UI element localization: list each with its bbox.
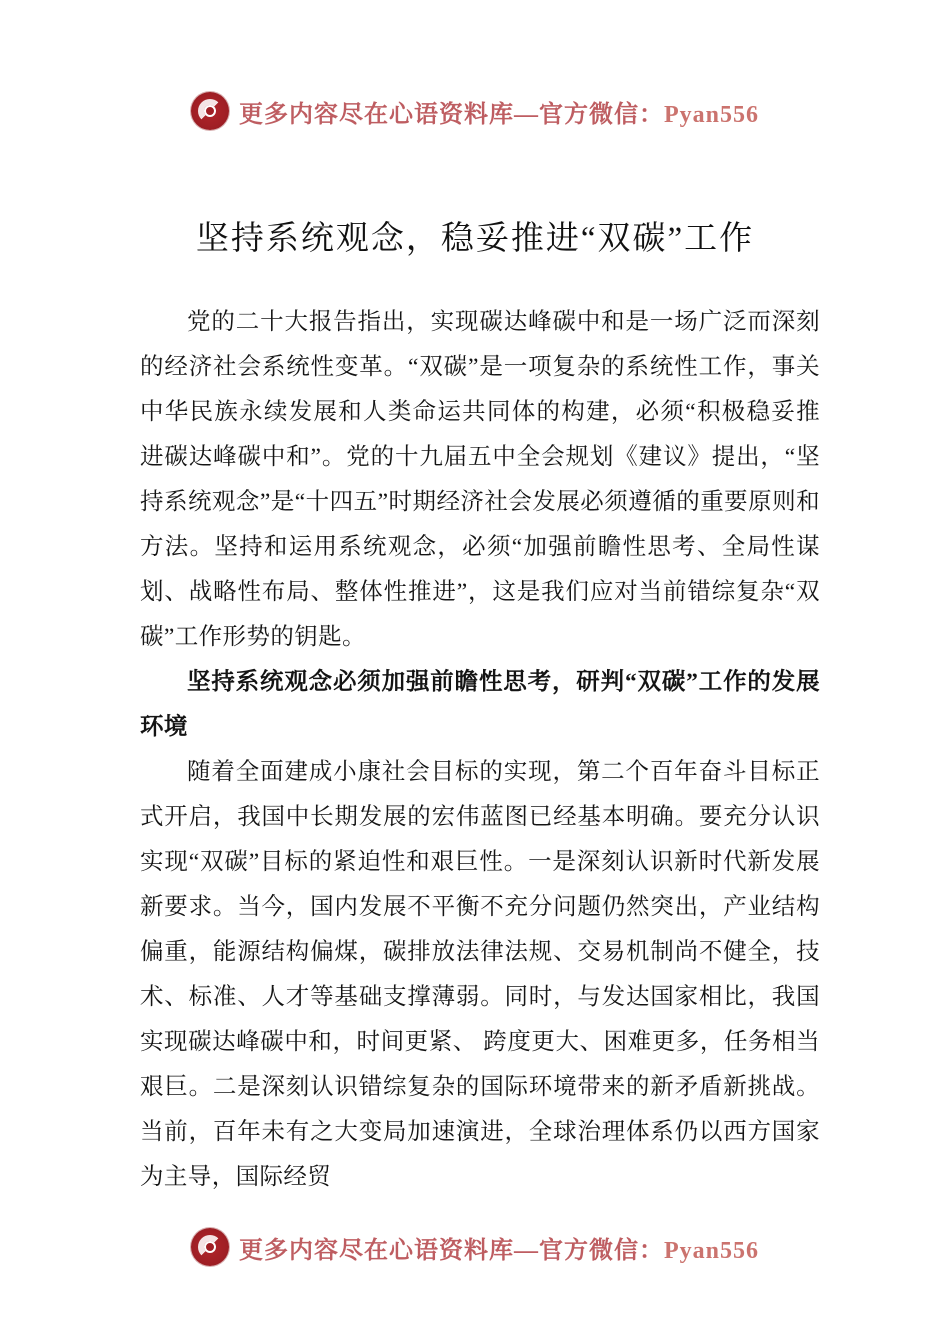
paragraph-3: 随着全面建成小康社会目标的实现，第二个百年奋斗目标正式开启，我国中长期发展的宏伟蓝图已经基本明确。要充分认识实现“双碳”目标的紧迫性和艰巨性。一是深刻认识新时代新发展新要求。当今，国内发展不平衡不充分问题仍然突出，产业结构偏重，能源结构偏煤，碳排放法律法规、交易机制尚不健全，技术、标准、人才等基础支撑薄弱。同时，与发达国家相比，我国实现碳达峰碳中和，时间更紧、 跨度更大、困难更多，任务相当艰巨。二是深刻认识错综复杂的国际环境带来的新矛盾新挑战。当前，百年未有之大变局加速演进，全球治理体系仍以西方国家为主导，国际经贸	[140, 759, 820, 1190]
document-body	[140, 300, 820, 1200]
yin-yang-circle-logo-icon	[191, 92, 229, 130]
yin-yang-circle-logo-icon	[191, 1228, 229, 1266]
watermark-text	[239, 1230, 759, 1265]
watermark-wechat-id: Pyan556	[663, 1237, 759, 1264]
paragraph-2-heading: 坚持系统观念必须加强前瞻性思考，研判“双碳”工作的发展环境	[140, 669, 820, 740]
watermark-text-main: 更多内容尽在心语资料库—官方微信：	[238, 1237, 664, 1264]
page-title: 坚持系统观念，稳妥推进“双碳”工作	[195, 221, 755, 258]
watermark-wechat-id: Pyan556	[663, 101, 759, 128]
watermark-text	[239, 94, 759, 129]
watermark-bottom	[0, 1228, 950, 1266]
watermark-text-main: 更多内容尽在心语资料库—官方微信：	[238, 101, 664, 128]
paragraph-1: 党的二十大报告指出，实现碳达峰碳中和是一场广泛而深刻的经济社会系统性变革。“双碳”是一项复杂的系统性工作，事关中华民族永续发展和人类命运共同体的构建，必须“积极稳妥推进碳达峰碳中和”。党的十九届五中全会规划《建议》提出，“坚持系统观念”是“十四五”时期经济社会发展必须遵循的重要原则和方法。坚持和运用系统观念，必须“加强前瞻性思考、全局性谋划、战略性布局、整体性推进”，这是我们应对当前错综复杂“双碳”工作形势的钥匙。	[140, 309, 820, 650]
watermark-top	[0, 92, 950, 130]
